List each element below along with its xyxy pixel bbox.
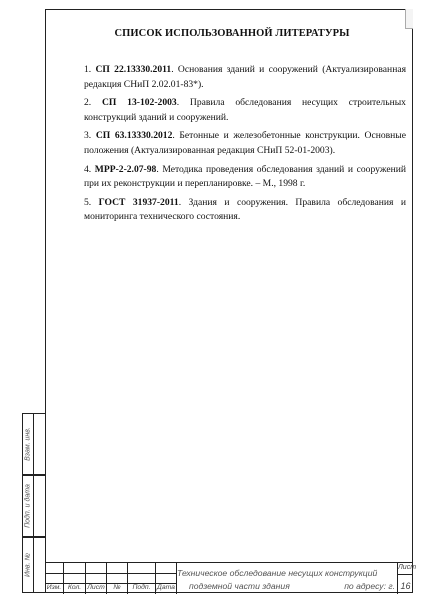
side-label-podp-data: Подп. и дата	[24, 484, 32, 528]
column-kol: Кол.	[67, 584, 82, 591]
title-block-rule	[397, 574, 413, 575]
reference-text: . Основания зданий и сооружений (Актуализированная редакция СНиП 2.02.01-83*).	[84, 64, 406, 90]
reference-item-3	[84, 129, 406, 158]
column-number: №	[113, 584, 121, 591]
reference-item-4	[84, 163, 406, 192]
reference-number: 3.	[84, 130, 92, 142]
side-label-inv-podl: Инв. №	[24, 553, 32, 577]
title-block-description	[177, 567, 397, 593]
description-line-2	[177, 580, 397, 593]
sheet-label: Лист	[398, 564, 417, 571]
reference-number: 5.	[84, 196, 92, 208]
description-line-2a: подземной части здания	[189, 581, 290, 591]
sheet-number: 16	[400, 581, 411, 591]
side-label-vzam-inv: Взам. инв.	[24, 427, 32, 461]
reference-number: 4.	[84, 163, 92, 175]
side-stamp-inv-podl-value	[33, 537, 45, 593]
reference-item-5	[84, 196, 406, 225]
side-stamp-vzam-inv-value	[33, 413, 45, 475]
title-block	[45, 562, 417, 593]
reference-code: СП 22.13330.2011	[95, 64, 172, 75]
reference-code: СП 63.13330.2012	[95, 130, 173, 142]
reference-item-1	[84, 63, 406, 92]
column-podp: Подп.	[132, 584, 151, 591]
column-list: Лист	[87, 584, 105, 591]
page-title: СПИСОК ИСПОЛЬЗОВАННОЙ ЛИТЕРАТУРЫ	[114, 28, 350, 39]
side-stamp-podp-data-value	[33, 475, 45, 537]
reference-item-2	[84, 96, 406, 125]
scrollbar-stub[interactable]	[405, 9, 413, 29]
reference-text: . Методика проведения обследования зданий и сооружений при их реконструкции и перепланировке. – М., 1998 г.	[84, 163, 406, 190]
title-block-rule	[45, 573, 176, 574]
column-izm: Изм.	[46, 584, 62, 591]
reference-number: 2.	[84, 97, 92, 109]
side-stamp-inv-podl	[22, 537, 33, 593]
reference-text: . Здания и сооружения. Правила обследования и мониторинга технического состояния.	[84, 196, 407, 223]
reference-code: МРР-2-2.07-98	[94, 163, 157, 175]
reference-text: . Правила обследования несущих строительных конструкций зданий и сооружений.	[84, 97, 406, 123]
reference-code: ГОСТ 31937-2011	[98, 196, 179, 208]
column-data: Дата	[157, 584, 175, 591]
reference-code: СП 13-102-2003	[101, 97, 177, 109]
side-stamp-podp-data	[22, 475, 33, 537]
description-line-1: Техническое обследование несущих конструкций	[177, 568, 378, 578]
reference-list	[84, 63, 406, 229]
reference-text: . Бетонные и железобетонные конструкции. Основные положения (Актуализированная редакция СНиП 52-01-2003).	[84, 130, 407, 156]
side-stamp-vzam-inv	[22, 413, 33, 475]
description-line-2b: по адресу: г.	[344, 581, 395, 591]
reference-number: 1.	[84, 64, 92, 75]
